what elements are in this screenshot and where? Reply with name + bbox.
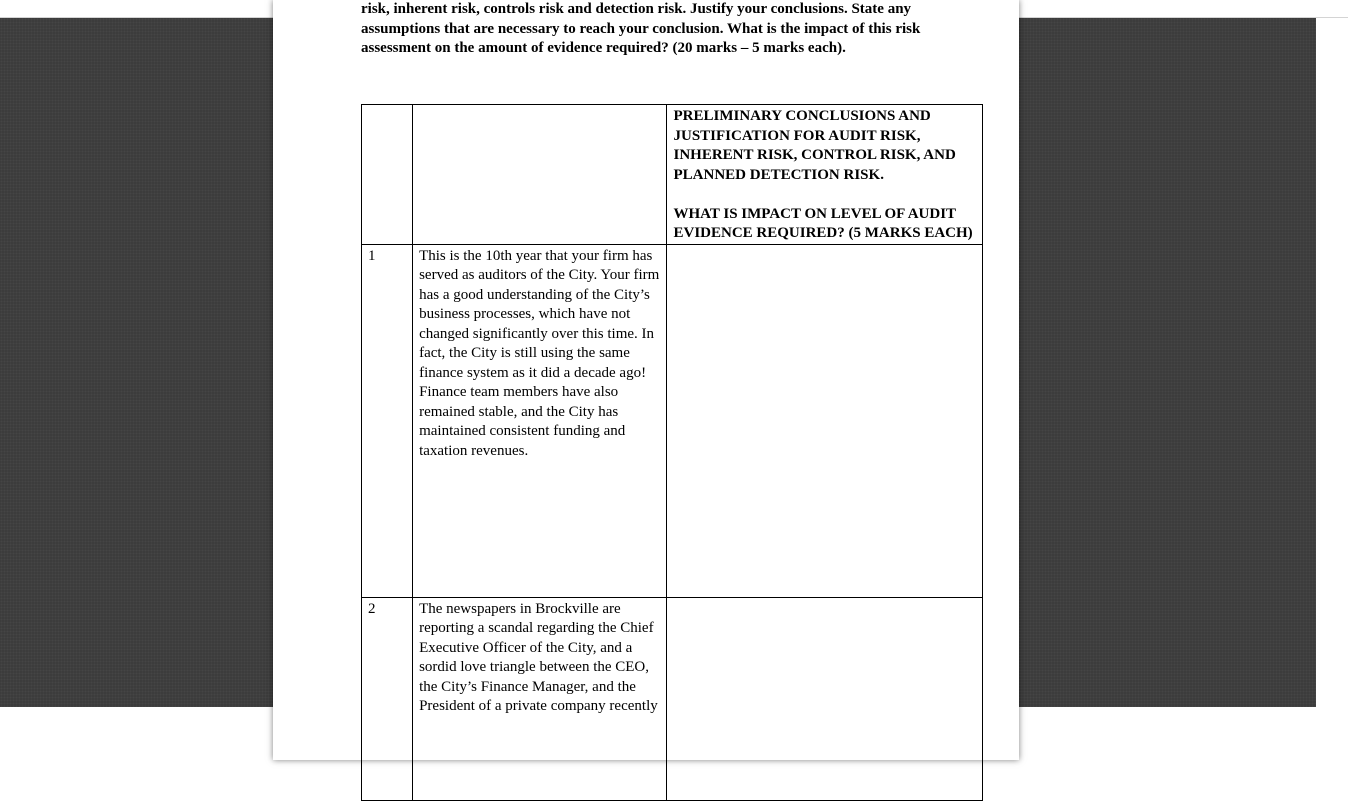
question-line: risk, inherent risk, controls risk and detection risk. Justify your conclusions. State any	[361, 1, 912, 17]
scenario-cell	[413, 244, 667, 597]
document-viewer[interactable]	[0, 1, 1316, 714]
table-row	[362, 597, 983, 800]
scenario-cell	[413, 597, 667, 800]
table-header-row	[362, 105, 983, 245]
question-line: assumptions that are necessary to reach your conclusion. What is the impact of this risk	[361, 20, 921, 37]
row-number: 1	[362, 244, 413, 597]
header-num-cell	[362, 105, 413, 245]
answer-cell[interactable]	[667, 244, 983, 597]
risk-assessment-table	[361, 104, 983, 801]
evidence-heading: WHAT IS IMPACT ON LEVEL OF AUDIT EVIDENCE REQUIRED? (5 MARKS EACH)	[673, 205, 973, 241]
question-line: assessment on the amount of evidence required? (20 marks – 5 marks each).	[361, 40, 846, 56]
row-number: 2	[362, 597, 413, 800]
scrollbar-track[interactable]	[1316, 18, 1348, 707]
scenario-text: This is the 10th year that your firm has served as auditors of the City. Your firm has a good understanding of the City’s business processes, which have not changed significantly over this time. In fact, the City is still using the same finance system as it did a decade ago! Finance team members have also remained stable, and the City has maintained consistent funding and taxation revenues.	[419, 247, 660, 459]
question-text	[361, 0, 961, 59]
header-scenario-cell	[413, 105, 667, 245]
conclusions-heading: PRELIMINARY CONCLUSIONS AND JUSTIFICATION FOR AUDIT RISK, INHERENT RISK, CONTROL RISK, AND PLANNED DETECTION RISK.	[673, 108, 956, 183]
answer-cell[interactable]	[667, 597, 983, 800]
document-page	[273, 0, 1019, 760]
scenario-text: The newspapers in Brockville are reporting a scandal regarding the Chief Executive Officer of the City, and a sordid love triangle between the CEO, the City’s Finance Manager, and the President of a private company recently	[419, 600, 658, 714]
header-conclusions-cell	[667, 105, 983, 245]
table-row	[362, 244, 983, 597]
